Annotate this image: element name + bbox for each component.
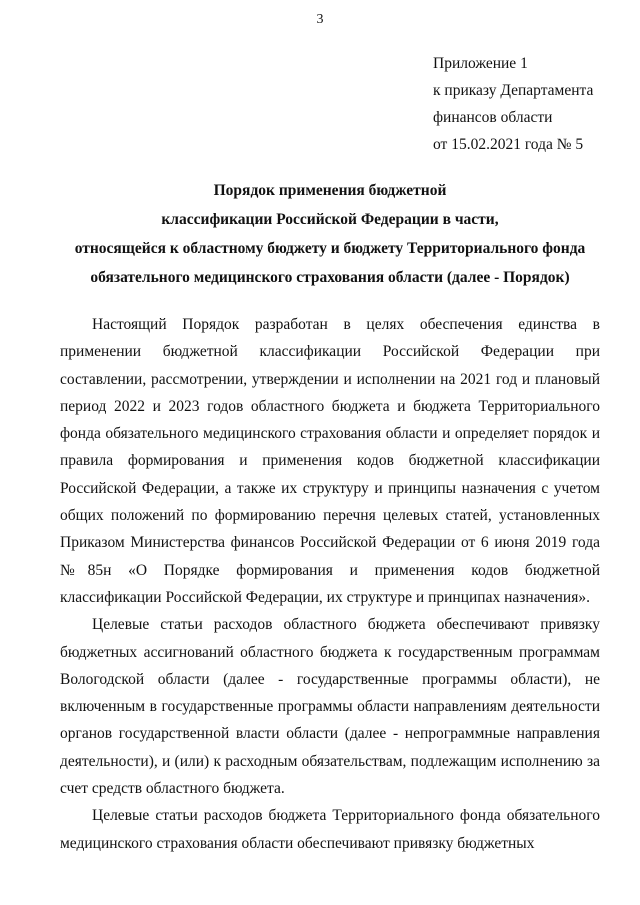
title-line: обязательного медицинского страхования области (далее - Порядок) [90,269,570,286]
appendix-header [433,50,593,158]
appendix-line: от 15.02.2021 года № 5 [433,136,584,153]
appendix-line: к приказу Департамента [433,82,594,99]
document-title [60,176,600,292]
title-line: относящейся к областному бюджету и бюджету Территориального фонда [74,240,586,257]
page-number: 3 [316,12,324,27]
title-line: классификации Российской Федерации в части, [161,211,499,228]
appendix-line: финансов области [433,109,553,126]
title-line: Порядок применения бюджетной [213,182,447,199]
body-paragraph: Настоящий Порядок разработан в целях обеспечения единства в применении бюджетной классификации Российской Федерации при составлении, рассмотрении, утверждении и исполнении на 2021 год и плановый период 2022 и 2023 годов областного бюджета и бюджета Территориального фонда обязательного медицинского страхования области и определяет порядок и правила формирования и применения кодов бюджетной классификации Российской Федерации, а также их структуру и принципы назначения с учетом общих положений по формированию перечня целевых статей, установленных Приказом Министерства финансов Российской Федерации от 6 июня 2019 года №85н «О Порядке формирования и применения кодов бюджетной классификации Российской Федерации, их структуре и принципах назначения». [60,316,600,606]
body-paragraph: Целевые статьи расходов бюджета Территориального фонда обязательного медицинского страхования области обеспечивают привязку бюджетных [60,807,600,852]
appendix-line: Приложение 1 [433,55,528,72]
document-body [60,311,600,857]
body-paragraph: Целевые статьи расходов областного бюджета обеспечивают привязку бюджетных ассигнований областного бюджета к государственным программам Вологодской области (далее - государственные программы области), не включенным в государственные программы области направлениям деятельности органов государственной власти области (далее - непрограммные направления деятельности), и (или) к расходным обязательствам, подлежащим исполнению за счет средств областного бюджета. [60,616,600,798]
